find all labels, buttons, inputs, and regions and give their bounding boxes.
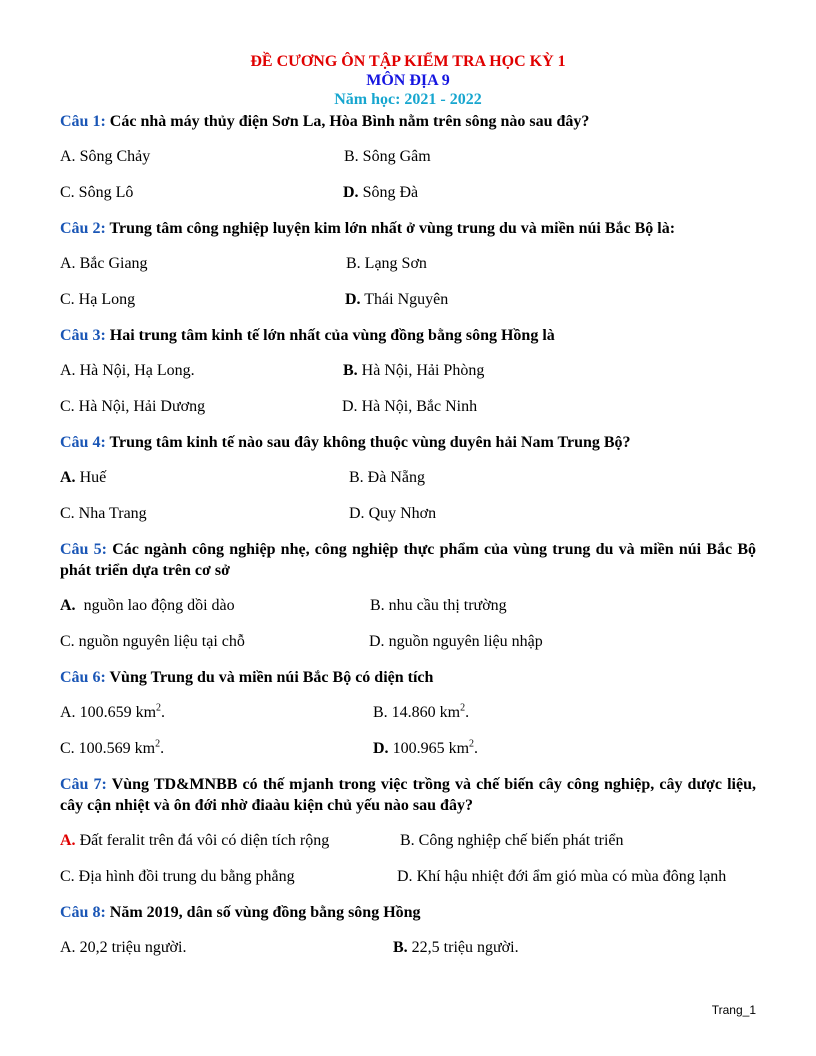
question-6: Câu 6: Vùng Trung du và miền núi Bắc Bộ có diện tích xyxy=(60,669,434,686)
option-b: B. Hà Nội, Hải Phòng xyxy=(343,362,485,379)
option-b: B. Lạng Sơn xyxy=(346,255,427,272)
question-1: Câu 1: Các nhà máy thủy điện Sơn La, Hòa Bình nằm trên sông nào sau đây? xyxy=(60,113,590,130)
question-6-options-row-1 xyxy=(60,703,756,723)
option-c: C. nguồn nguyên liệu tại chỗ xyxy=(60,633,245,650)
option-a: A. Sông Chảy xyxy=(60,148,151,165)
question-8-options-row-1 xyxy=(60,938,756,958)
option-d: D. Sông Đà xyxy=(343,184,419,201)
question-2-options-row-1 xyxy=(60,254,756,274)
question-4-options-row-2 xyxy=(60,504,756,524)
question-7-options-row-1 xyxy=(60,831,756,851)
question-4: Câu 4: Trung tâm kinh tế nào sau đây không thuộc vùng duyên hải Nam Trung Bộ? xyxy=(60,434,631,451)
option-b: B. Sông Gâm xyxy=(344,148,431,165)
option-d: D. nguồn nguyên liệu nhập xyxy=(369,633,543,650)
option-c: C. Sông Lô xyxy=(60,184,134,201)
subject-title: MÔN ĐỊA 9 xyxy=(366,72,450,89)
option-c: C. 100.569 $km^2$. xyxy=(60,738,165,757)
question-1-options-row-2 xyxy=(60,183,756,203)
option-a: A. Huế xyxy=(60,469,107,486)
document-page xyxy=(60,52,756,958)
option-a: A. nguồn lao động dồi dào xyxy=(60,597,235,614)
question-3: Câu 3: Hai trung tâm kinh tế lớn nhất của vùng đồng bằng sông Hồng là xyxy=(60,327,555,344)
page-number: Trang_1 xyxy=(711,1003,756,1017)
question-6-options-row-2 xyxy=(60,739,756,759)
question-7: Câu 7: Vùng TD&MNBB có thế mjanh trong việc trồng và chế biến cây công nghiệp, cây dược liệu, cây cận nhiệt và ôn đới nhờ điaàu kiện chủ yếu nào sau đây? xyxy=(60,776,757,814)
option-d: D. 100.965 $km^2$. xyxy=(373,738,479,757)
option-a: A. 20,2 triệu người. xyxy=(60,939,187,956)
question-8: Câu 8: Năm 2019, dân số vùng đồng bằng sông Hồng xyxy=(60,904,421,921)
question-5-options-row-1 xyxy=(60,596,756,616)
option-c: C. Nha Trang xyxy=(60,505,147,522)
question-7-options-row-2 xyxy=(60,867,756,887)
question-4-options-row-1 xyxy=(60,468,756,488)
document-title: ĐỀ CƯƠNG ÔN TẬP KIỂM TRA HỌC KỲ 1 xyxy=(250,53,566,70)
question-3-options-row-1 xyxy=(60,361,756,381)
question-1-options-row-1 xyxy=(60,147,756,167)
option-a: A. Bắc Giang xyxy=(60,255,148,272)
option-a: A. 100.659 $km^2$. xyxy=(60,702,166,721)
option-b: B. Công nghiệp chế biến phát triển xyxy=(400,832,624,849)
question-2: Câu 2: Trung tâm công nghiệp luyện kim lớn nhất ở vùng trung du và miền núi Bắc Bộ là: xyxy=(60,220,676,237)
option-d: D. Thái Nguyên xyxy=(345,291,449,308)
option-d: D. Khí hậu nhiệt đới ẩm gió mùa có mùa đông lạnh xyxy=(397,868,727,885)
option-c: C. Hà Nội, Hải Dương xyxy=(60,398,206,415)
option-d: D. Quy Nhơn xyxy=(349,505,437,522)
option-a: A. Đất feralit trên đá vôi có diện tích rộng xyxy=(60,832,330,849)
option-b: B. nhu cầu thị trường xyxy=(370,597,507,614)
question-5: Câu 5: Các ngành công nghiệp nhẹ, công nghiệp thực phẩm của vùng trung du và miền núi Bắc Bộ phát triển dựa trên cơ sở xyxy=(60,541,756,579)
school-year: Năm học: 2021 - 2022 xyxy=(334,91,482,108)
question-2-options-row-2 xyxy=(60,290,756,310)
option-d: D. Hà Nội, Bắc Ninh xyxy=(342,398,478,415)
option-c: C. Địa hình đồi trung du bằng phẳng xyxy=(60,868,295,885)
option-b: B. 14.860 $km^2$. xyxy=(373,702,470,721)
option-b: B. Đà Nẵng xyxy=(349,469,425,486)
option-b: B. 22,5 triệu người. xyxy=(393,939,519,956)
question-3-options-row-2 xyxy=(60,397,756,417)
option-c: C. Hạ Long xyxy=(60,291,136,308)
option-a: A. Hà Nội, Hạ Long. xyxy=(60,362,195,379)
question-5-options-row-2 xyxy=(60,632,756,652)
